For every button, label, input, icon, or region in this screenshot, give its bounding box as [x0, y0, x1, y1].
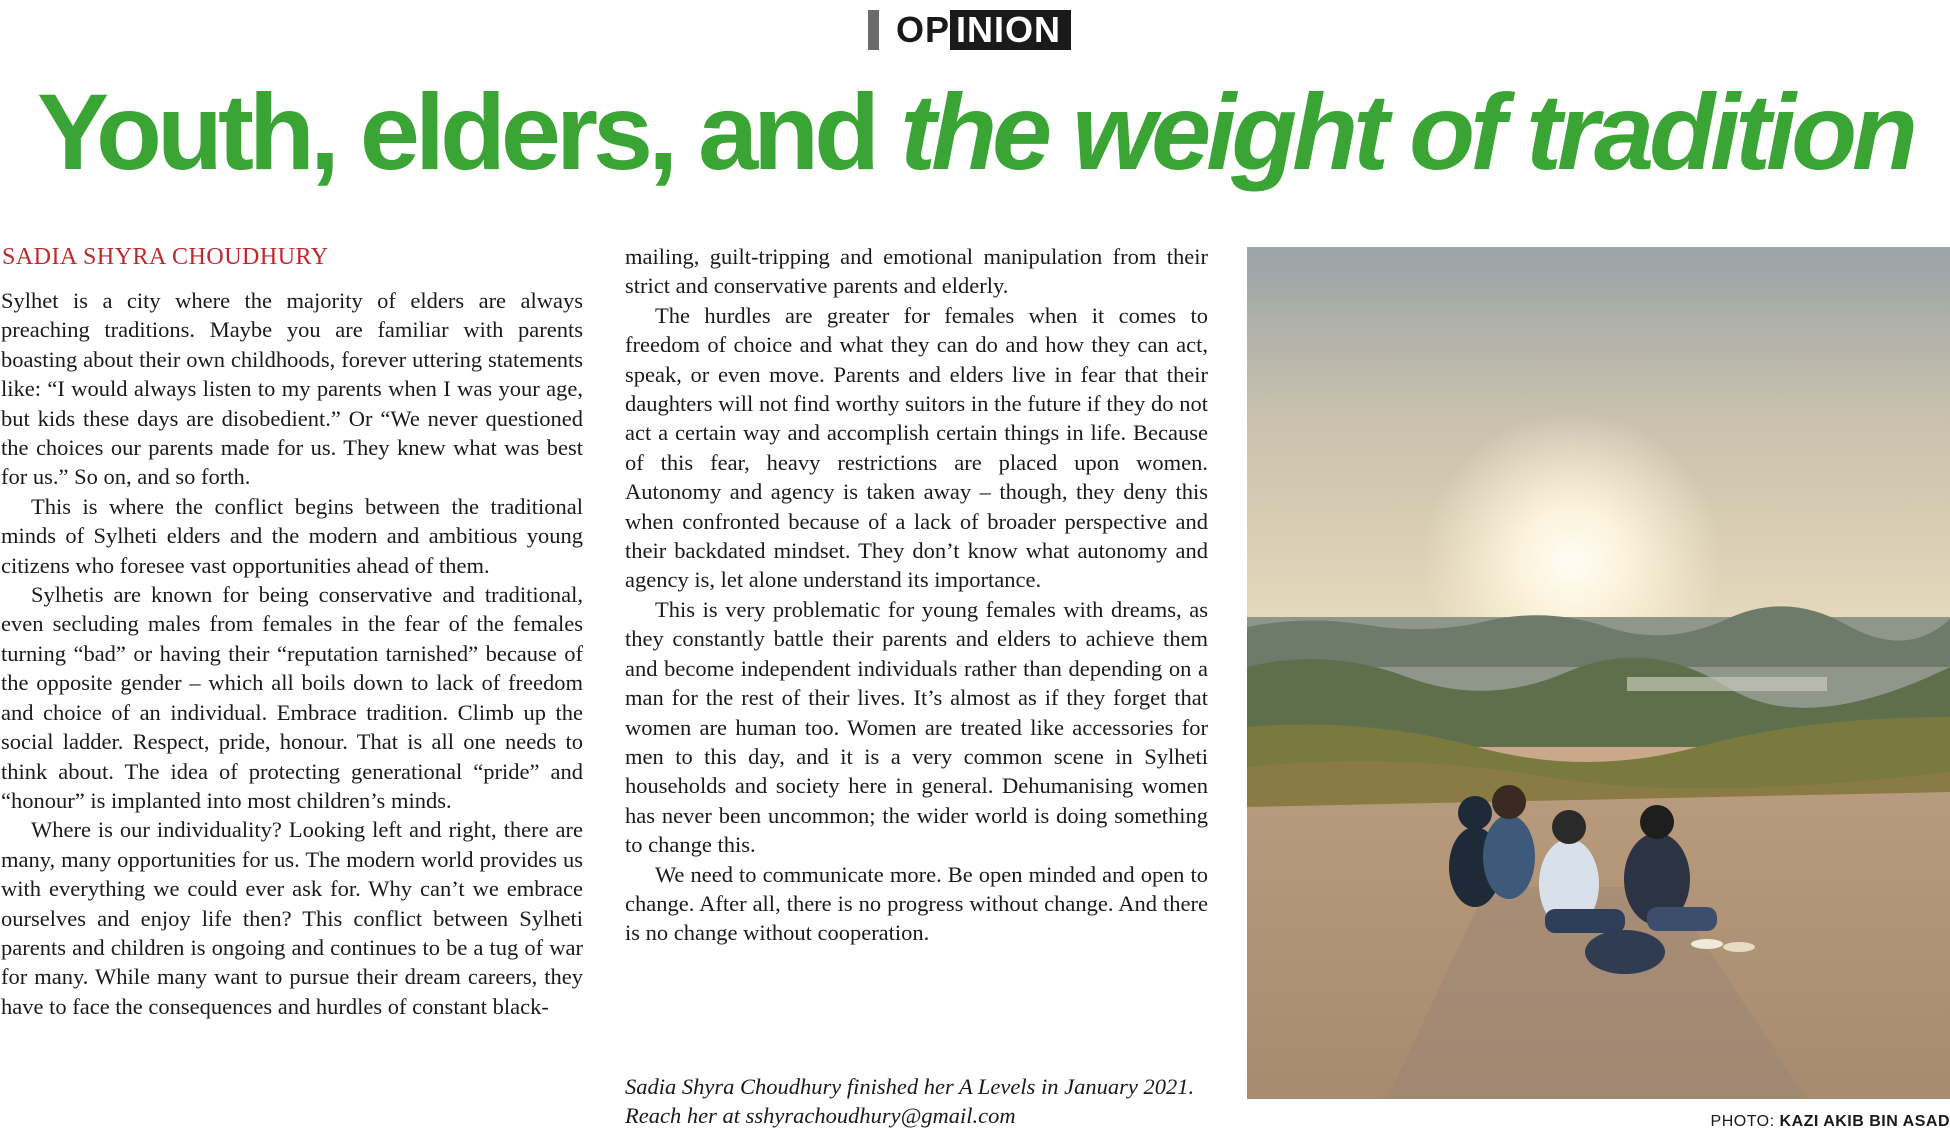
section-tag-suffix: INION	[950, 10, 1071, 50]
paragraph: The hurdles are greater for females when it comes to freedom of choice and what they can do and how they can act, speak, or even move. Parents and elders live in fear that their daughters will not find worthy suitors in the future if they do not act a certain way and accomplish certain things in life. Because of this fear, heavy restrictions are placed upon women. Autonomy and agency is taken away – though, they deny this when confronted because of a lack of broader perspective and their backdated mindset. They don’t know what autonomy and agency is, let alone understand its importance.	[625, 302, 1208, 593]
paragraph: This is very problematic for young females with dreams, as they constantly battle their parents and elders to achieve them and become independent individuals rather than depending on a man for the rest of their lives. It’s almost as if they forget that women are human too. Women are treated like accessories for men to this day, and it is a very common scene in Sylheti households and society here in general. Dehumanising women has never been uncommon; the wider world is doing something to change this.	[625, 596, 1208, 858]
photo-credit-name: KAZI AKIB BIN ASAD	[1779, 1113, 1950, 1130]
paragraph: mailing, guilt-tripping and emotional manipulation from their strict and conservative parents and elderly.	[625, 244, 1208, 299]
headline	[0, 68, 1950, 196]
author-bio: Sadia Shyra Choudhury finished her A Levels in January 2021. Reach her at sshyrachoudhury@gmail.com	[625, 1074, 1195, 1129]
photo-credit	[1711, 1112, 1950, 1132]
paragraph: We need to communicate more. Be open minded and open to change. After all, there is no progress without change. And there is no change without cooperation.	[625, 861, 1208, 946]
article-photo	[1247, 247, 1950, 1099]
paragraph: This is where the conflict begins between the traditional minds of Sylheti elders and the modern and ambitious young citizens who foresee vast opportunities ahead of them.	[1, 493, 583, 578]
headline-italic: the weight of tradition	[900, 71, 1914, 192]
article-column-1	[1, 286, 583, 1021]
section-tag-bar	[868, 10, 879, 50]
paragraph: Sylhetis are known for being conservative and traditional, even secluding males from females in the fear of the females turning “bad” or having their “reputation tarnished” because of the opposite gender – which all boils down to lack of freedom and choice of an individual. Embrace tradition. Climb up the social ladder. Respect, pride, honour. That is all one needs to think about. The idea of protecting generational “pride” and “honour” is implanted into most children’s minds.	[1, 582, 583, 813]
byline: SADIA SHYRA CHOUDHURY	[2, 244, 329, 270]
article-column-2	[625, 242, 1208, 948]
paragraph: Sylhet is a city where the majority of elders are always preaching traditions. Maybe you are familiar with parents boasting about their own childhoods, forever uttering statements like: “I would always listen to my parents when I was your age, but kids these days are disobedient.” Or “We never questioned the choices our parents made for us. They knew what was best for us.” So on, and so forth.	[1, 288, 583, 490]
section-tag-prefix: OP	[896, 9, 951, 50]
photo-credit-label: PHOTO:	[1710, 1113, 1780, 1130]
section-tag	[868, 10, 1071, 50]
headline-regular: Youth, elders, and	[36, 71, 901, 192]
paragraph: Where is our individuality? Looking left and right, there are many, many opportunities for us. The modern world provides us with everything we could ever ask for. Why can’t we embrace ourselves and enjoy life then? This conflict between Sylheti parents and children is ongoing and continues to be a tug of war for many. While many want to pursue their dream careers, they have to face the consequences and hurdles of constant black-	[1, 817, 583, 1019]
